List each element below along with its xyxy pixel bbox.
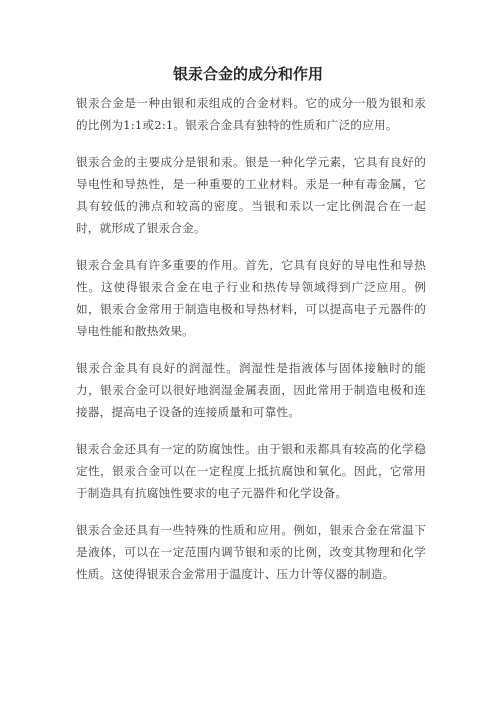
paragraph-2: 银汞合金的主要成分是银和汞。银是一种化学元素，它具有良好的导电性和导热性，是一种重要的工业材料。汞是一种有毒金属，它具有较低的沸点和较高的密度。当银和汞以一定比例混合在一起时，就形成了银汞合金。	[76, 155, 426, 235]
paragraph-1: 银汞合金是一种由银和汞组成的合金材料。它的成分一般为银和汞的比例为1:1或2:1。银汞合金具有独特的性质和广泛的应用。	[76, 96, 426, 132]
document-title: 银汞合金的成分和作用	[172, 65, 323, 83]
paragraph-5: 银汞合金还具有一定的防腐蚀性。由于银和汞都具有较高的化学稳定性，银汞合金可以在一定程度上抵抗腐蚀和氧化。因此，它常用于制造具有抗腐蚀性要求的电子元器件和化学设备。	[76, 442, 426, 500]
paragraph-3: 银汞合金具有许多重要的作用。首先，它具有良好的导电性和导热性。这使得银汞合金在电子行业和热传导领域得到广泛应用。例如，银汞合金常用于制造电极和导热材料，可以提高电子元器件的导电性能和散热效果。	[76, 258, 426, 338]
document-body	[76, 92, 426, 600]
paragraph-4: 银汞合金具有良好的润湿性。润湿性是指液体与固体接触时的能力，银汞合金可以很好地润湿金属表面，因此常用于制造电极和连接器，提高电子设备的连接质量和可靠性。	[76, 361, 426, 419]
paragraph-6: 银汞合金还具有一些特殊的性质和应用。例如，银汞合金在常温下是液体，可以在一定范围内调节银和汞的比例，改变其物理和化学性质。这使得银汞合金常用于温度计、压力计等仪器的制造。	[76, 523, 426, 581]
